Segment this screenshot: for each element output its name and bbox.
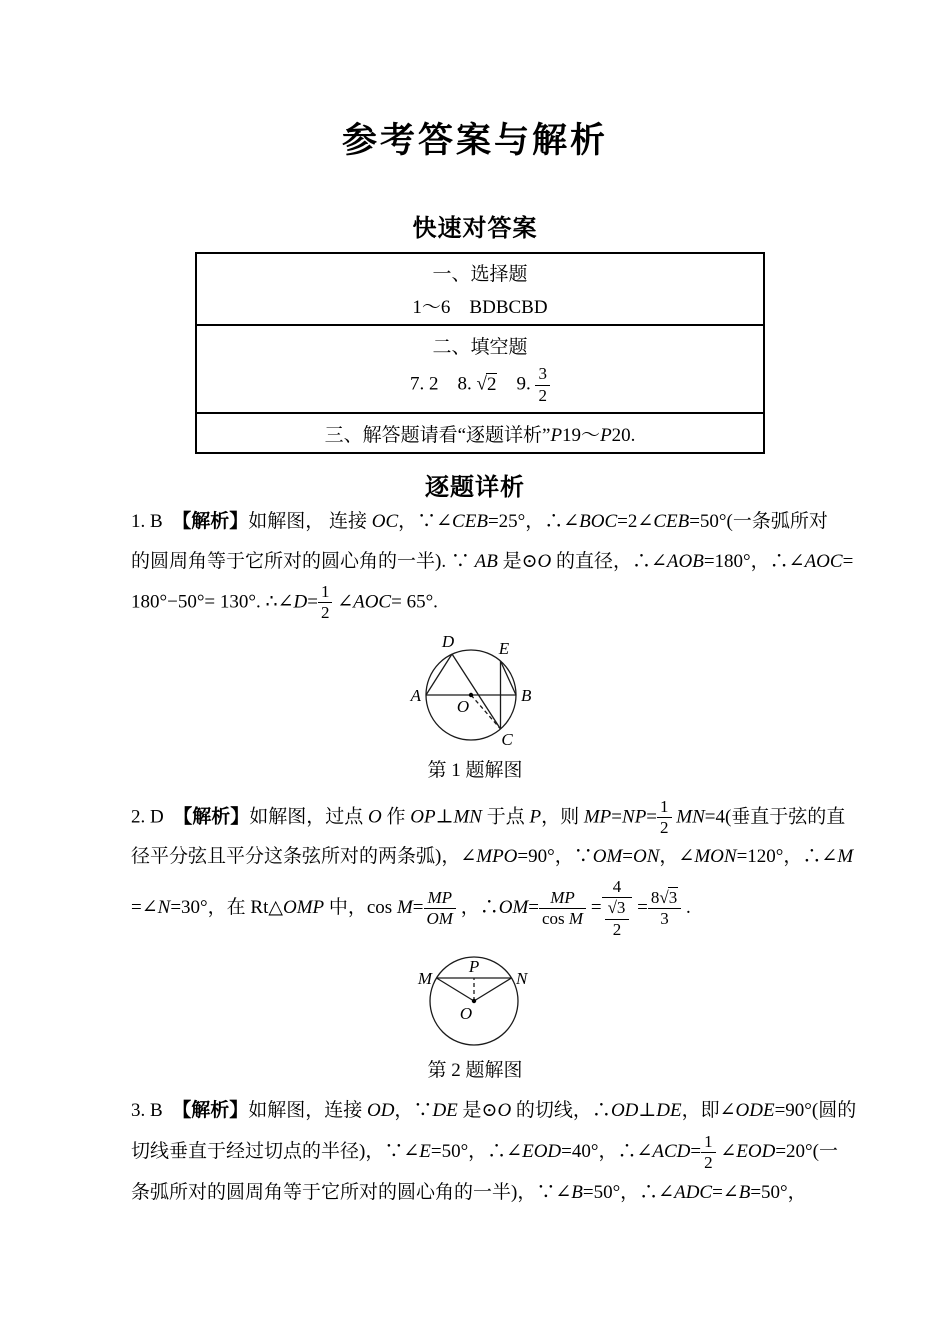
solution-2: [131, 797, 854, 939]
chord-EB-line: [501, 661, 517, 695]
point-label-O2: O: [459, 1004, 473, 1023]
solution-1: [131, 502, 854, 623]
solution-3-line-1: 3. B 【解析】如解图，连接 OD，∵DE 是⊙O 的切线，∴OD⊥DE，即∠ODE=90°(圆的: [131, 1100, 857, 1121]
center-dot-1: [469, 693, 473, 697]
fill-section-header: 二、填空题: [432, 336, 528, 358]
choice-answers: 1～6 BDBCBD: [412, 296, 548, 318]
radius-OM-line: [437, 978, 475, 1001]
figure-question-2: [389, 946, 559, 1061]
solution-1-line-3: 180°−50°= 130°. ∴∠D= $\frac{1}{2}$ ∠AOC= 65°.: [131, 582, 438, 623]
point-label-B: B: [521, 686, 532, 705]
point-label-C: C: [501, 730, 513, 749]
chord-AD-line: [426, 654, 452, 695]
solution-2-line-2: 径平分弦且平分这条弦所对的两条弧)，∠MPO=90°，∵OM=ON，∠MON=120°，∴∠M: [131, 846, 854, 867]
solution-1-line-1: 1. B 【解析】如解图， 连接 OC，∵∠CEB=25°，∴∠BOC=2∠CEB=50°(一条弧所对: [131, 511, 828, 532]
point-label-O: O: [456, 697, 470, 716]
choice-section-header: 一、选择题: [432, 264, 528, 286]
quick-answers-table: [195, 252, 765, 454]
solution-3-line-2: 切线垂直于经过切点的半径)，∵∠E=50°，∴∠EOD=40°，∴∠ACD= $\frac{1}{2}$ ∠EOD=20°(一: [131, 1131, 838, 1173]
table-row-fill: [197, 326, 763, 414]
radius-ON-line: [474, 978, 512, 1001]
quick-answers-heading: 快速对答案: [412, 215, 538, 242]
figure-2-caption: 第 2 题解图: [427, 1060, 523, 1081]
point-label-A: A: [410, 686, 421, 705]
segment-OC-dashed-line: [471, 695, 501, 729]
figure-1-caption: 第 1 题解图: [427, 760, 523, 781]
detailed-analysis-heading: 逐题详析: [425, 474, 525, 501]
point-label-N: N: [516, 969, 528, 988]
solution-1-line-2: 的圆周角等于它所对的圆心角的一半). ∵ AB 是⊙O 的直径，∴∠AOB=180°，∴∠AOC=: [131, 551, 854, 572]
point-label-E: E: [498, 639, 510, 658]
circle-diagram-1: [386, 635, 556, 755]
circle-diagram-2: [389, 946, 559, 1061]
figure-question-1: [386, 635, 556, 755]
fill-answers: 7. 2 8. √2 9. $\frac{3}{2}$: [410, 364, 550, 406]
center-dot-2: [472, 999, 476, 1003]
page-title: 参考答案与解析: [341, 121, 608, 160]
solutions-note: 三、解答题请看“逐题详析”P19～P20.: [324, 424, 636, 446]
chord-DC-line: [452, 654, 501, 729]
solution-3: [131, 1090, 857, 1213]
point-label-M: M: [417, 969, 432, 988]
solution-2-line-1: 2. D 【解析】如解图，过点 O 作 OP⊥MN 于点 P，则 MP=NP= $\frac{1}{2}$ MN=4(垂直于弦的直: [131, 797, 846, 838]
table-row-solutions-note: [197, 414, 763, 452]
solution-3-line-3: 条弧所对的圆周角等于它所对的圆心角的一半)，∵∠B=50°，∴∠ADC=∠B=50°，: [131, 1182, 807, 1203]
table-row-choice: [197, 254, 763, 326]
point-label-P: P: [468, 957, 480, 976]
point-label-D: D: [441, 635, 455, 651]
solution-2-line-3: =∠N=30°，在 Rt△OMP 中，cos M= $\frac{MP}{OM}$ ，∴OM= $\frac{MP}{\text{cos M}}$ = $\frac{4}{\frac{√3}{2}}$ = $\frac{8√3}{3}$ .: [131, 877, 691, 939]
